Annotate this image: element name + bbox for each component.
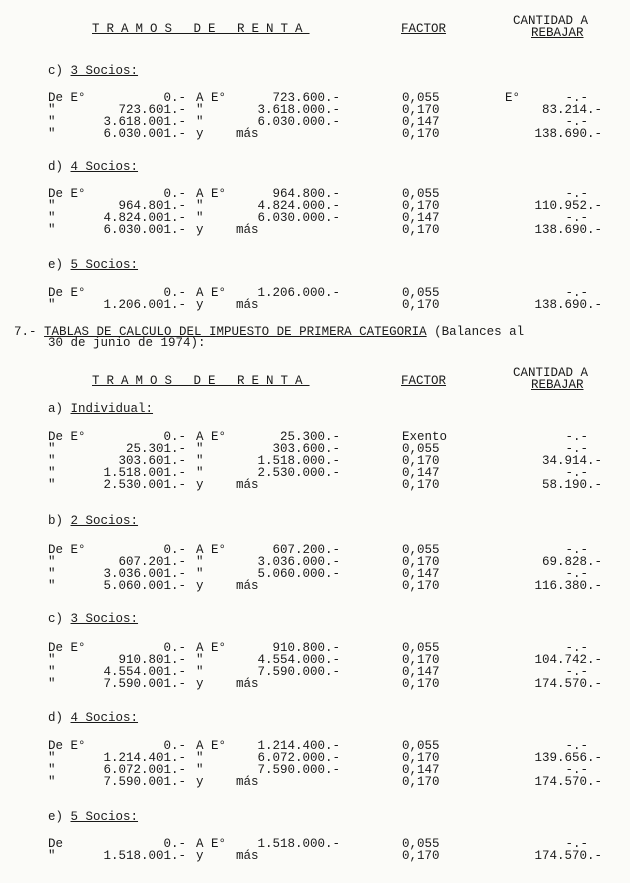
- row-to: más: [236, 298, 259, 312]
- row-from: 0.-: [163, 739, 186, 753]
- row-a: ": [196, 466, 204, 480]
- row-from: 1.518.001.-: [103, 849, 186, 863]
- row-a: ": [196, 653, 204, 667]
- row-to: 6.030.000.-: [257, 115, 340, 129]
- row-de: ": [48, 115, 56, 129]
- row-amount: -.-: [565, 466, 588, 480]
- row-a: y: [196, 579, 204, 593]
- row-de: De E°: [48, 187, 86, 201]
- row-a: ": [196, 103, 204, 117]
- row-factor: 0,055: [402, 442, 440, 456]
- row-to: 4.824.000.-: [257, 199, 340, 213]
- row-de: ": [48, 775, 56, 789]
- row-to: más: [236, 223, 259, 237]
- row-a: y: [196, 849, 204, 863]
- row-to: 4.554.000.-: [257, 653, 340, 667]
- row-factor: 0,147: [402, 211, 440, 225]
- row-to: 6.072.000.-: [257, 751, 340, 765]
- row-factor: 0,170: [402, 555, 440, 569]
- row-a: ": [196, 211, 204, 225]
- section-title: TABLAS DE CALCULO DEL IMPUESTO DE PRIMERA CATEGORIA: [44, 325, 427, 339]
- section-number: 7.-: [14, 325, 37, 339]
- group-letter: e): [48, 258, 71, 272]
- row-amount: -.-: [565, 567, 588, 581]
- row-de: ": [48, 454, 56, 468]
- row-to: más: [236, 849, 259, 863]
- row-a: ": [196, 199, 204, 213]
- row-to: 5.060.000.-: [257, 567, 340, 581]
- row-a: y: [196, 127, 204, 141]
- group-title: 4 Socios:: [70, 711, 139, 725]
- header-rebajar: REBAJAR: [531, 26, 584, 40]
- group-label: [48, 614, 138, 626]
- row-from: 5.060.001.-: [103, 579, 186, 593]
- group-letter: d): [48, 160, 71, 174]
- row-from: 3.036.001.-: [103, 567, 186, 581]
- row-a: ": [196, 454, 204, 468]
- row-from: 607.201.-: [118, 555, 186, 569]
- row-to: más: [236, 127, 259, 141]
- table-row: [0, 129, 630, 141]
- row-a: y: [196, 298, 204, 312]
- row-amount: 138.690.-: [534, 223, 602, 237]
- table-row: [0, 300, 630, 312]
- row-a: A E°: [196, 641, 227, 655]
- group-title: 3 Socios:: [70, 64, 139, 78]
- row-amount: 34.914.-: [541, 454, 602, 468]
- row-a: A E°: [196, 739, 227, 753]
- row-amount: 104.742.-: [534, 653, 602, 667]
- row-de: ": [48, 677, 56, 691]
- row-de: ": [48, 555, 56, 569]
- row-from: 0.-: [163, 430, 186, 444]
- row-de: De E°: [48, 430, 86, 444]
- header-tramos: TRAMOS DE RENTA: [92, 374, 310, 388]
- row-amount: -.-: [565, 91, 588, 105]
- row-de: ": [48, 653, 56, 667]
- table-row: [0, 225, 630, 237]
- row-factor: 0,170: [402, 579, 440, 593]
- group-letter: c): [48, 64, 71, 78]
- row-amount: -.-: [565, 115, 588, 129]
- row-amount: -.-: [565, 442, 588, 456]
- row-to: 3.036.000.-: [257, 555, 340, 569]
- row-amount: -.-: [565, 739, 588, 753]
- group-title: 5 Socios:: [70, 810, 139, 824]
- group-label: [48, 812, 138, 824]
- row-factor: 0,170: [402, 677, 440, 691]
- row-a: y: [196, 775, 204, 789]
- row-amount: -.-: [565, 211, 588, 225]
- row-to: 25.300.-: [279, 430, 340, 444]
- row-amount: -.-: [565, 837, 588, 851]
- group-label: [48, 260, 138, 272]
- row-to: 7.590.000.-: [257, 763, 340, 777]
- row-to: 1.214.400.-: [257, 739, 340, 753]
- row-from: 0.-: [163, 641, 186, 655]
- row-to: 723.600.-: [272, 91, 340, 105]
- row-amount: -.-: [565, 665, 588, 679]
- table-header-top: [0, 0, 630, 40]
- row-amount: 69.828.-: [541, 555, 602, 569]
- row-a: A E°: [196, 430, 227, 444]
- row-de: ": [48, 751, 56, 765]
- row-from: 7.590.001.-: [103, 775, 186, 789]
- row-a: A E°: [196, 91, 227, 105]
- row-factor: 0,170: [402, 223, 440, 237]
- row-to: más: [236, 478, 259, 492]
- table-header-bottom: [0, 352, 630, 392]
- row-factor: 0,170: [402, 298, 440, 312]
- row-to: más: [236, 775, 259, 789]
- row-amount: -.-: [565, 641, 588, 655]
- row-factor: 0,055: [402, 739, 440, 753]
- row-factor: 0,147: [402, 567, 440, 581]
- row-factor: 0,055: [402, 543, 440, 557]
- group-label: [48, 66, 138, 78]
- row-de: De E°: [48, 641, 86, 655]
- row-amount: 110.952.-: [534, 199, 602, 213]
- row-from: 723.601.-: [118, 103, 186, 117]
- row-factor: 0,170: [402, 199, 440, 213]
- row-factor: 0,147: [402, 466, 440, 480]
- row-factor: 0,170: [402, 478, 440, 492]
- row-to: más: [236, 677, 259, 691]
- row-amount: -.-: [565, 187, 588, 201]
- row-de: ": [48, 567, 56, 581]
- row-factor: 0,055: [402, 641, 440, 655]
- row-de: De E°: [48, 91, 86, 105]
- row-de: De: [48, 837, 64, 851]
- row-amount: 138.690.-: [534, 127, 602, 141]
- row-de: ": [48, 478, 56, 492]
- row-from: 6.030.001.-: [103, 223, 186, 237]
- group-label: [48, 516, 138, 528]
- row-a: ": [196, 567, 204, 581]
- row-factor: 0,170: [402, 849, 440, 863]
- row-from: 303.601.-: [118, 454, 186, 468]
- row-a: ": [196, 763, 204, 777]
- row-from: 910.801.-: [118, 653, 186, 667]
- table-row: [0, 581, 630, 593]
- row-de: ": [48, 849, 56, 863]
- group-letter: d): [48, 711, 71, 725]
- row-to: 3.618.000.-: [257, 103, 340, 117]
- row-from: 1.214.401.-: [103, 751, 186, 765]
- group-label: [48, 162, 138, 174]
- row-factor: 0,170: [402, 751, 440, 765]
- row-from: 6.072.001.-: [103, 763, 186, 777]
- row-de: De E°: [48, 543, 86, 557]
- row-factor: Exento: [402, 430, 448, 444]
- row-to: 7.590.000.-: [257, 665, 340, 679]
- row-from: 4.824.001.-: [103, 211, 186, 225]
- row-amount: 174.570.-: [534, 677, 602, 691]
- row-from: 964.801.-: [118, 199, 186, 213]
- group-title: 4 Socios:: [70, 160, 139, 174]
- row-amount: 83.214.-: [541, 103, 602, 117]
- row-from: 0.-: [163, 837, 186, 851]
- row-de: De E°: [48, 739, 86, 753]
- row-de: ": [48, 199, 56, 213]
- header-cantidad: CANTIDAD A: [513, 366, 589, 380]
- row-factor: 0,170: [402, 103, 440, 117]
- group-letter: b): [48, 514, 71, 528]
- group-title: Individual:: [70, 402, 154, 416]
- row-amount: 138.690.-: [534, 298, 602, 312]
- row-to: más: [236, 579, 259, 593]
- row-factor: 0,170: [402, 653, 440, 667]
- row-de: ": [48, 579, 56, 593]
- row-a: ": [196, 751, 204, 765]
- header-tramos: TRAMOS DE RENTA: [92, 22, 310, 36]
- row-to: 910.800.-: [272, 641, 340, 655]
- row-amount: -.-: [565, 430, 588, 444]
- group-title: 2 Socios:: [70, 514, 139, 528]
- row-factor: 0,055: [402, 187, 440, 201]
- row-from: 1.518.001.-: [103, 466, 186, 480]
- row-factor: 0,055: [402, 91, 440, 105]
- row-factor: 0,170: [402, 454, 440, 468]
- row-a: A E°: [196, 543, 227, 557]
- table-row: [0, 777, 630, 789]
- row-amount: -.-: [565, 286, 588, 300]
- row-factor: 0,055: [402, 286, 440, 300]
- row-amount: -.-: [565, 543, 588, 557]
- header-factor: FACTOR: [401, 22, 447, 36]
- group-label: [48, 713, 138, 725]
- group-letter: e): [48, 810, 71, 824]
- row-a: ": [196, 665, 204, 679]
- row-de: ": [48, 211, 56, 225]
- row-to: 964.800.-: [272, 187, 340, 201]
- row-a: A E°: [196, 286, 227, 300]
- group-title: 3 Socios:: [70, 612, 139, 626]
- row-de: ": [48, 763, 56, 777]
- table-row: [0, 679, 630, 691]
- row-a: A E°: [196, 837, 227, 851]
- row-de: ": [48, 442, 56, 456]
- row-a: ": [196, 555, 204, 569]
- row-de: ": [48, 127, 56, 141]
- row-to: 6.030.000.-: [257, 211, 340, 225]
- row-de: ": [48, 103, 56, 117]
- group-title: 5 Socios:: [70, 258, 139, 272]
- row-factor: 0,170: [402, 127, 440, 141]
- header-cantidad: CANTIDAD A: [513, 14, 589, 28]
- row-from: 25.301.-: [125, 442, 186, 456]
- row-amount: 58.190.-: [541, 478, 602, 492]
- row-de: ": [48, 298, 56, 312]
- row-a: ": [196, 442, 204, 456]
- row-a: ": [196, 115, 204, 129]
- row-factor: 0,170: [402, 775, 440, 789]
- table-row: [0, 480, 630, 492]
- row-amount: 116.380.-: [534, 579, 602, 593]
- row-to: 1.206.000.-: [257, 286, 340, 300]
- row-from: 7.590.001.-: [103, 677, 186, 691]
- row-amount: -.-: [565, 763, 588, 777]
- row-factor: 0,147: [402, 763, 440, 777]
- row-de: De E°: [48, 286, 86, 300]
- row-to: 2.530.000.-: [257, 466, 340, 480]
- row-to: 1.518.000.-: [257, 454, 340, 468]
- row-from: 0.-: [163, 543, 186, 557]
- row-a: y: [196, 223, 204, 237]
- row-from: 3.618.001.-: [103, 115, 186, 129]
- row-de: ": [48, 223, 56, 237]
- header-rebajar: REBAJAR: [531, 378, 584, 392]
- row-factor: 0,147: [402, 665, 440, 679]
- row-a: A E°: [196, 187, 227, 201]
- section-title-rest: (Balances al: [426, 325, 525, 339]
- row-from: 1.206.001.-: [103, 298, 186, 312]
- row-a: y: [196, 478, 204, 492]
- row-from: 0.-: [163, 91, 186, 105]
- row-amt-prefix: E°: [505, 91, 521, 105]
- row-to: 607.200.-: [272, 543, 340, 557]
- table-row: [0, 468, 630, 480]
- table-row: [0, 851, 630, 863]
- row-de: ": [48, 466, 56, 480]
- row-a: y: [196, 677, 204, 691]
- group-letter: c): [48, 612, 71, 626]
- row-from: 2.530.001.-: [103, 478, 186, 492]
- row-from: 0.-: [163, 286, 186, 300]
- group-letter: a): [48, 402, 71, 416]
- row-amount: 174.570.-: [534, 775, 602, 789]
- group-label: [48, 404, 153, 416]
- row-amount: 174.570.-: [534, 849, 602, 863]
- header-factor: FACTOR: [401, 374, 447, 388]
- row-from: 4.554.001.-: [103, 665, 186, 679]
- row-de: ": [48, 665, 56, 679]
- row-amount: 139.656.-: [534, 751, 602, 765]
- row-factor: 0,055: [402, 837, 440, 851]
- row-from: 6.030.001.-: [103, 127, 186, 141]
- row-to: 1.518.000.-: [257, 837, 340, 851]
- section-7-subtitle: 30 de junio de 1974):: [48, 336, 206, 350]
- row-factor: 0,147: [402, 115, 440, 129]
- row-to: 303.600.-: [272, 442, 340, 456]
- row-from: 0.-: [163, 187, 186, 201]
